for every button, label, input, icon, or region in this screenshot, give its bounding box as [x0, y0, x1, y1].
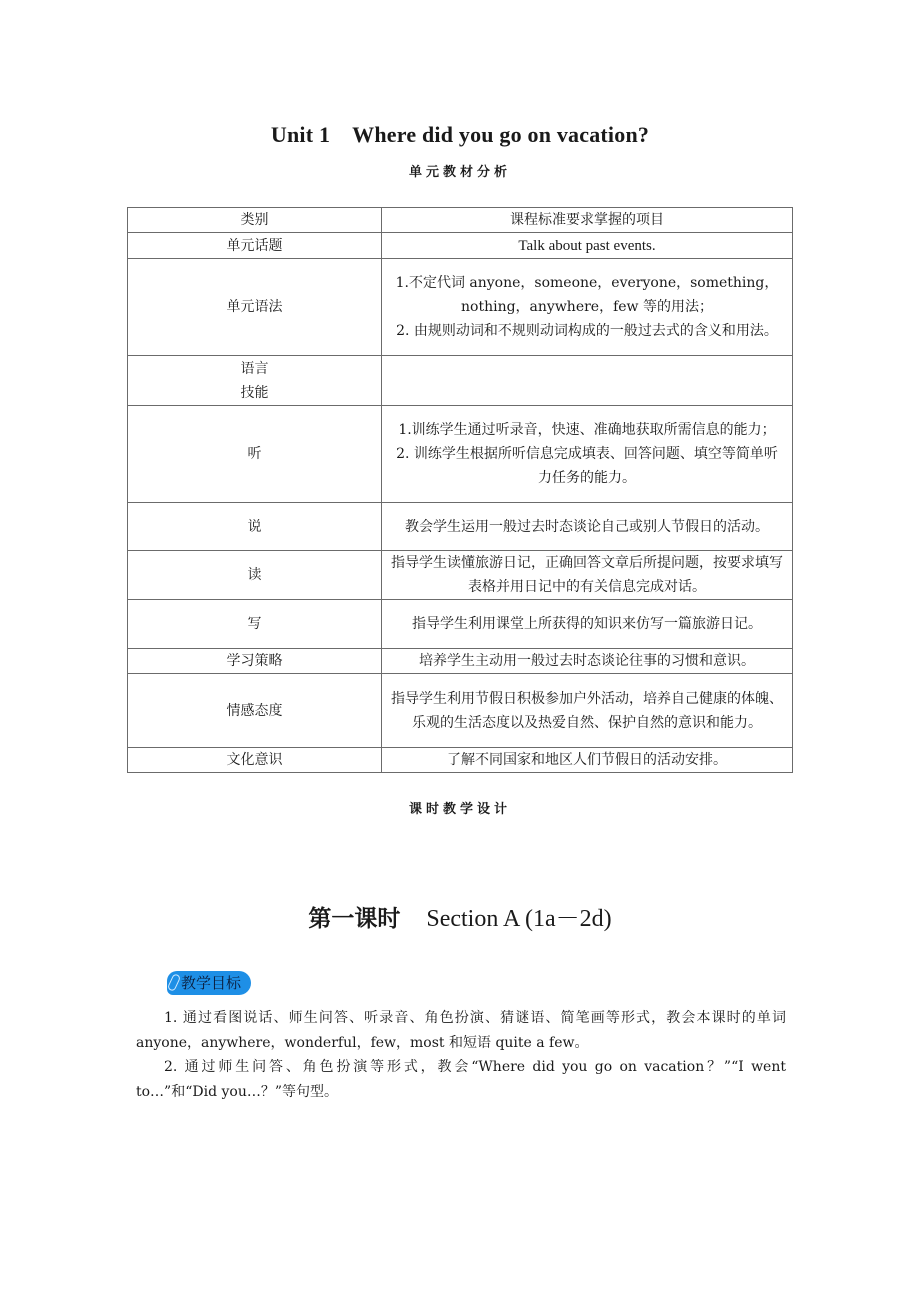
table-row [128, 748, 793, 773]
table-row [128, 551, 793, 600]
row-category: 说 [128, 503, 382, 551]
row-content [382, 356, 793, 406]
paperclip-icon [167, 973, 181, 992]
row-content: Talk about past events. [382, 233, 793, 259]
table-header-row [128, 208, 793, 233]
row-content: 教会学生运用一般过去时态谈论自己或别人节假日的活动。 [382, 503, 793, 551]
row-category: 听 [128, 406, 382, 503]
row-content [382, 406, 793, 503]
row-content: 指导学生利用节假日积极参加户外活动，培养自己健康的体魄、乐观的生活态度以及热爱自然、保护自然的意识和能力。 [382, 674, 793, 748]
table-row [128, 233, 793, 259]
table-row [128, 649, 793, 674]
objectives-badge [167, 971, 251, 995]
row-category [128, 356, 382, 406]
objective-item: 2. 通过师生问答、角色扮演等形式，教会“Where did you go on vacation？”“I went to…”和“Did you…？”等句型。 [136, 1059, 786, 1100]
lesson-title-en: Section A (1a－2d) [426, 906, 612, 932]
row-content: 培养学生主动用一般过去时态谈论往事的习惯和意识。 [382, 649, 793, 674]
unit-title [0, 122, 920, 148]
row-category: 学习策略 [128, 649, 382, 674]
table-row [128, 674, 793, 748]
analysis-table [127, 207, 793, 773]
row-content [382, 259, 793, 356]
column-header-category: 类别 [128, 208, 382, 233]
table-row [128, 259, 793, 356]
design-heading: 课时教学设计 [408, 802, 511, 817]
content-line: 1.不定代词 anyone，someone，everyone，something，nothing，anywhere，few 等的用法； [395, 275, 779, 315]
lesson-title-cn: 第一课时 [308, 906, 401, 932]
row-category: 单元话题 [128, 233, 382, 259]
row-content: 了解不同国家和地区人们节假日的活动安排。 [382, 748, 793, 773]
content-line: 2. 训练学生根据所听信息完成填表、回答问题、填空等简单听力任务的能力。 [396, 446, 778, 486]
table-row [128, 600, 793, 649]
row-category: 情感态度 [128, 674, 382, 748]
column-header-requirements: 课程标准要求掌握的项目 [382, 208, 793, 233]
row-category: 单元语法 [128, 259, 382, 356]
lesson-title [0, 898, 920, 933]
objective-item: 1. 通过看图说话、师生问答、听录音、角色扮演、猜谜语、简笔画等形式，教会本课时的单词 anyone，anywhere，wonderful，few，most 和短语 quite a few。 [136, 1010, 786, 1051]
table-row [128, 356, 793, 406]
objectives-badge-label: 教学目标 [181, 974, 242, 992]
row-category: 写 [128, 600, 382, 649]
table-row [128, 503, 793, 551]
objectives-list [136, 1006, 786, 1104]
unit-label: Unit 1 [270, 122, 331, 147]
row-content: 指导学生利用课堂上所获得的知识来仿写一篇旅游日记。 [382, 600, 793, 649]
content-line: 1.训练学生通过听录音，快速、准确地获取所需信息的能力； [398, 422, 776, 438]
row-content: 指导学生读懂旅游日记，正确回答文章后所提问题，按要求填写表格并用日记中的有关信息完成对话。 [382, 551, 793, 600]
table-row [128, 406, 793, 503]
analysis-heading: 单元教材分析 [408, 165, 511, 180]
content-line: 2. 由规则动词和不规则动词构成的一般过去式的含义和用法。 [396, 323, 778, 339]
category-line: 技能 [240, 384, 269, 401]
row-category: 文化意识 [128, 748, 382, 773]
unit-title-text: Where did you go on vacation? [352, 122, 650, 147]
category-line: 语言 [240, 360, 269, 377]
row-category: 读 [128, 551, 382, 600]
